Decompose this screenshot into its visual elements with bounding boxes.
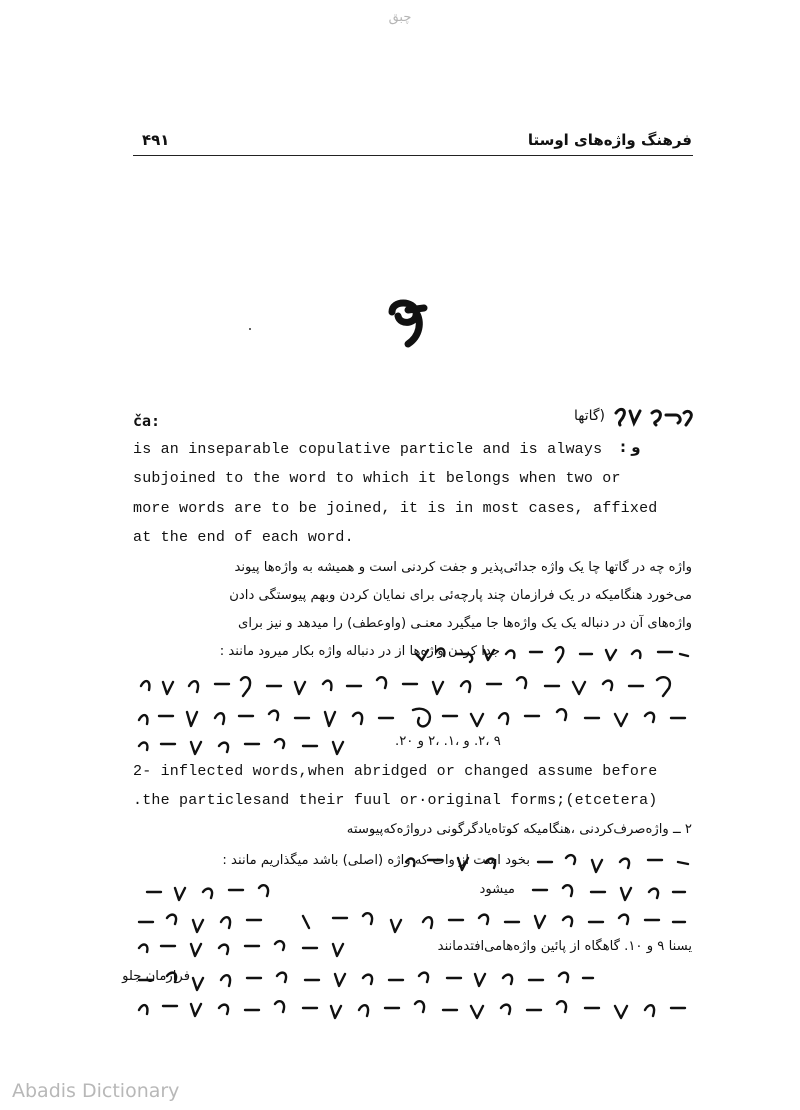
avestan-example-script bbox=[133, 670, 693, 704]
avestan-example-script bbox=[133, 702, 693, 736]
persian-definition-line: ۲ ــ واژه‌صرف‌کردنی ،هنگامیکه کوتاه‌یادگرگونی درواژه‌که‌پیوسته bbox=[346, 822, 692, 837]
persian-definition-line: واژه چه در گاتها چا یک واژه جدائی‌پذیر و جفت کردنی است و همیشه به واژه‌ها پیوند bbox=[234, 560, 692, 575]
watermark-brand: Abadis Dictionary bbox=[12, 1080, 180, 1102]
english-definition-line: 2- inflected words,when abridged or changed assume before bbox=[133, 763, 658, 780]
avestan-example-script bbox=[133, 906, 693, 940]
page-number: ۴۹۱ bbox=[142, 131, 170, 149]
persian-definition-line: فرازمان جلو bbox=[122, 969, 190, 984]
avestan-example-script bbox=[400, 850, 510, 876]
persian-definition-line: میشود bbox=[479, 882, 515, 897]
english-definition-line: subjoined to the word to which it belongs when two or bbox=[133, 470, 621, 487]
persian-definition-line: واژه‌های آن در دنباله یک یک واژه‌ها جا میگیرد معنـی (واوعطف) را میدهد و نیز برای bbox=[238, 616, 692, 631]
english-definition-line: at the end of each word. bbox=[133, 529, 354, 546]
avestan-example-script bbox=[532, 850, 693, 876]
header-rule bbox=[133, 155, 693, 156]
avestan-letter-ca-icon bbox=[378, 292, 438, 352]
avestan-reference-numbers: ۹ ،۲. و ،۱. ،۲ و ۲۰. bbox=[395, 734, 501, 749]
avestan-example-script bbox=[133, 936, 358, 962]
persian-conjunction-mark: : و bbox=[620, 438, 641, 456]
persian-definition-line: جدا کردن واژه‌ها از در دنباله واژه بکار میرود مانند : bbox=[219, 644, 500, 659]
avestan-example-script bbox=[133, 964, 598, 998]
persian-definition-line: یسنا ۹ و ۱۰. گاهگاه از پائین واژه‌هامی‌افتدمانند bbox=[437, 939, 692, 954]
english-definition-line: more words are to be joined, it is in most cases, affixed bbox=[133, 500, 658, 517]
avestan-headword-script bbox=[612, 405, 697, 431]
english-definition-line: .the particlesand their fuul or·original forms;(etcetera) bbox=[133, 792, 658, 809]
english-definition-line: is an inseparable copulative particle and is always bbox=[133, 441, 603, 458]
dictionary-word-label: چبق bbox=[388, 10, 412, 25]
avestan-example-script bbox=[410, 642, 693, 668]
persian-definition-line: می‌خورد هنگامیکه در یک فرازمان چند پارچه‌ئی برای نمایان کردن وبهم پیوستگی دادن bbox=[229, 588, 692, 603]
ink-speck bbox=[249, 328, 251, 330]
book-title: فرهنگ واژه‌های اوستا bbox=[527, 131, 692, 149]
gathas-label: (گاتها bbox=[573, 408, 605, 424]
headword-transliteration: ča: bbox=[133, 412, 161, 430]
persian-definition-line: بخود است از وات که واژه (اصلی) باشد میگذاریم مانند : bbox=[222, 853, 530, 868]
avestan-example-script bbox=[133, 994, 693, 1028]
avestan-example-script bbox=[133, 734, 393, 760]
